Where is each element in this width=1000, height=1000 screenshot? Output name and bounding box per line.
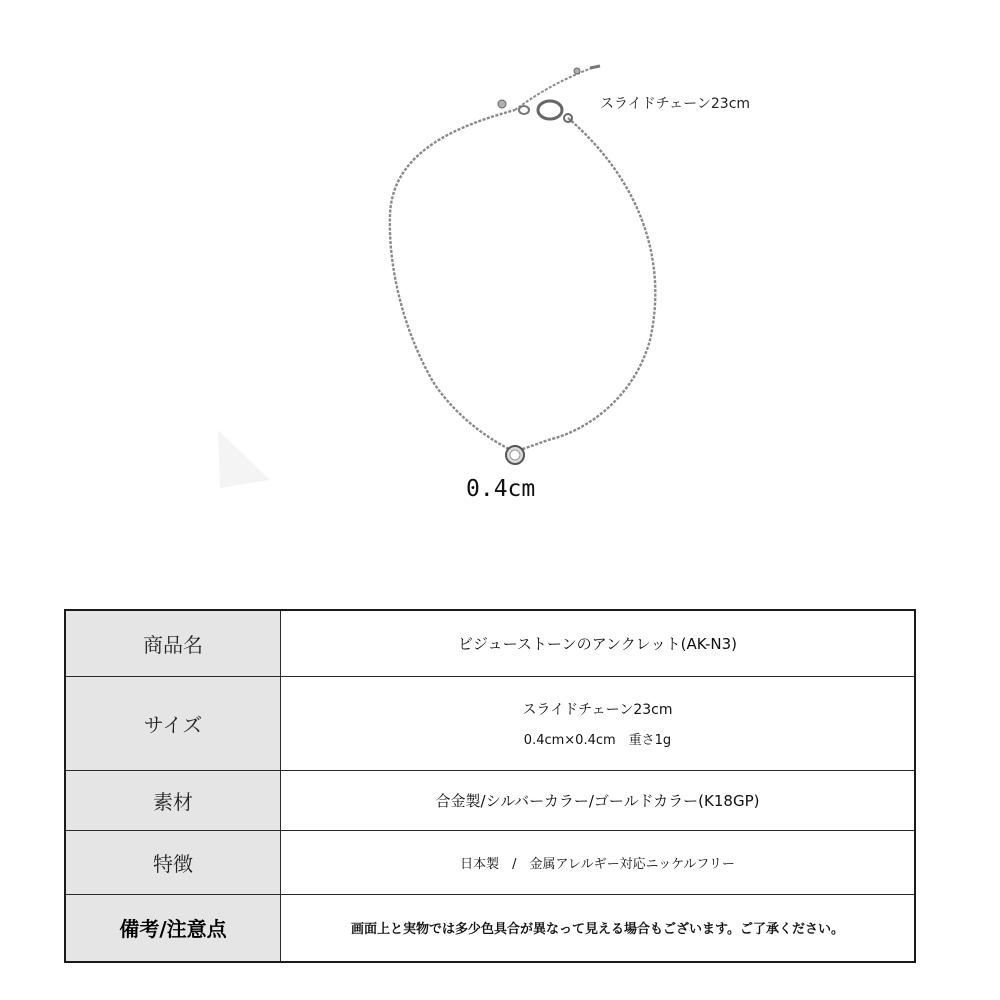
spec-value-notes: 画面上と実物では多少色具合が異なって見える場合もございます。ご了承ください。 [281,894,916,962]
spec-row-product-name [65,610,915,676]
product-spec-table [64,609,916,963]
spec-row-material [65,770,915,830]
slide-chain-extension [515,68,592,110]
anklet-chain [390,110,655,452]
spec-row-features [65,830,915,894]
chain-length-annotation: スライドチェーン23cm [600,96,751,112]
spec-value-size [281,676,916,770]
spec-value-features: 日本製 / 金属アレルギー対応ニッケルフリー [281,830,916,894]
spec-label-material: 素材 [65,770,281,830]
spec-row-notes [65,894,915,962]
spec-value-product-name: ビジューストーンのアンクレット(AK-N3) [281,610,916,676]
bijou-stone [506,446,524,464]
spec-label-notes: 備考/注意点 [65,894,281,962]
spec-label-product-name: 商品名 [65,610,281,676]
lobster-clasp [519,101,572,122]
spec-value-size-stone: 0.4cm×0.4cm 重さ1g [523,732,672,748]
spec-label-size: サイズ [65,676,281,770]
spec-value-size-chain: スライドチェーン23cm [522,701,673,718]
spec-label-features: 特徴 [65,830,281,894]
stone-size-annotation: 0.4cm [466,476,536,502]
spec-value-material: 合金製/シルバーカラー/ゴールドカラー(K18GP) [281,770,916,830]
spec-row-size [65,676,915,770]
